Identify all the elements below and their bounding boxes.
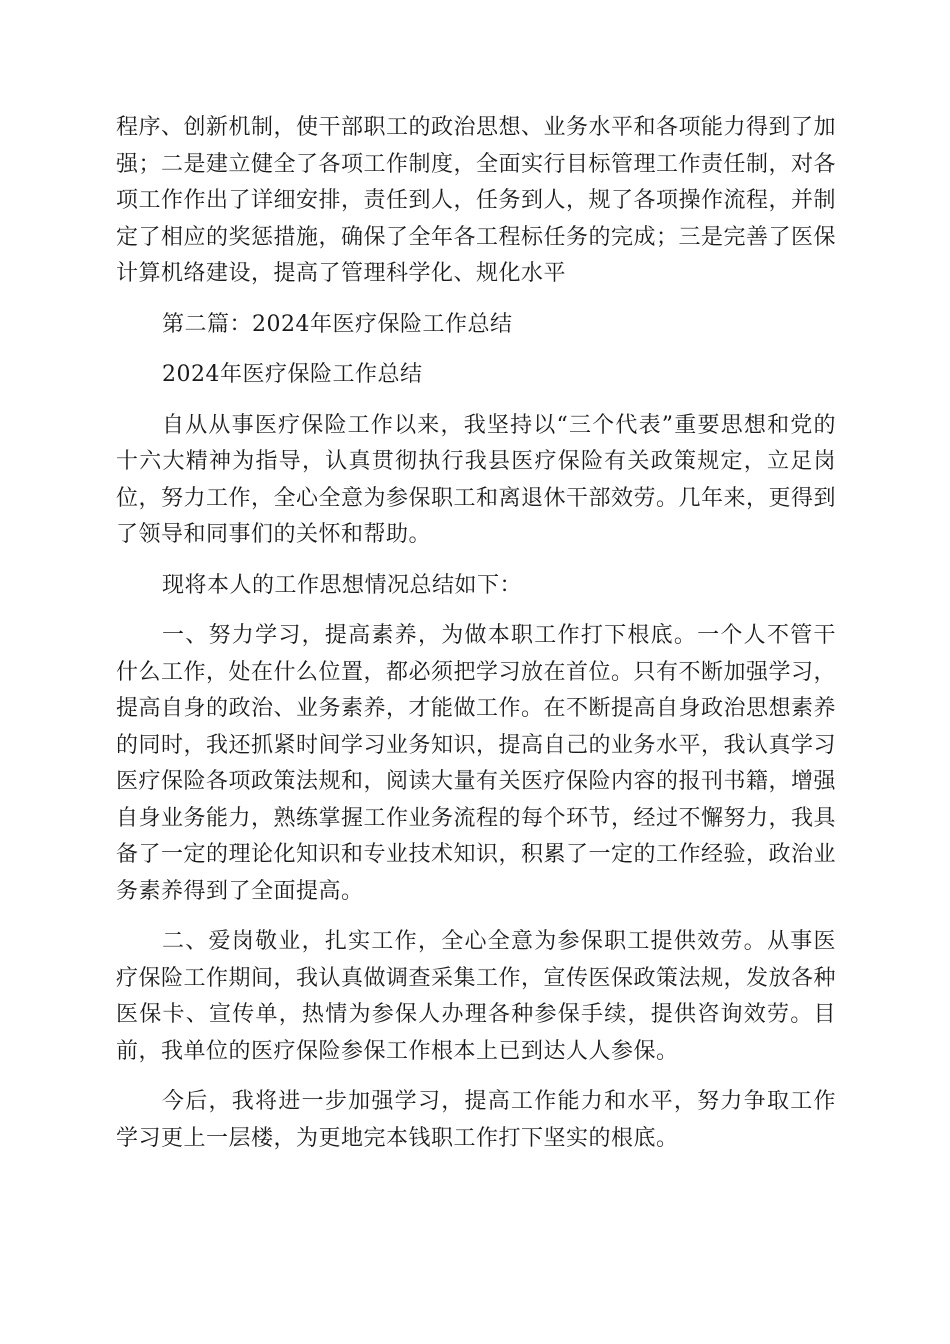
document-title: 2024年医疗保险工作总结	[162, 362, 423, 387]
paragraph-intro: 自从从事医疗保险工作以来，我坚持以“三个代表”重要思想和党的十六大精神为指导，认真贯彻执行我县医疗保险有关政策规定，立足岗位，努力工作，全心全意为参保职工和离退休干部效劳。几年来，更得到了领导和同事们的关怀和帮助。	[116, 412, 837, 547]
section-title: 第二篇：2024年医疗保险工作总结	[162, 311, 513, 337]
paragraph-point-two: 二、爱岗敬业，扎实工作，全心全意为参保职工提供效劳。从事医疗保险工作期间，我认真做调查采集工作，宣传医保政策法规，发放各种医保卡、宣传单，热情为参保人办理各种参保手续，提供咨询效劳。目前，我单位的医疗保险参保工作根本上已到达人人参保。	[116, 929, 837, 1064]
paragraph-summary-lead: 现将本人的工作思想情况总结如下：	[162, 572, 523, 598]
paragraph-point-one: 一、努力学习，提高素养，为做本职工作打下根底。一个人不管干什么工作，处在什么位置，都必须把学习放在首位。只有不断加强学习，提高自身的政治、业务素养，才能做工作。在不断提高自身政治思想素养的同时，我还抓紧时间学习业务知识，提高自己的业务水平，我认真学习医疗保险各项政策法规和，阅读大量有关医疗保险内容的报刊书籍，增强自身业务能力，熟练掌握工作业务流程的每个环节，经过不懈努力，我具备了一定的理论化知识和专业技术知识，积累了一定的工作经验，政治业务素养得到了全面提高。	[116, 623, 837, 904]
paragraph-conclusion: 今后，我将进一步加强学习，提高工作能力和水平，努力争取工作学习更上一层楼，为更地完本钱职工作打下坚实的根底。	[116, 1089, 836, 1151]
document-page	[116, 110, 836, 1157]
paragraph-continuation: 程序、创新机制，使干部职工的政治思想、业务水平和各项能力得到了加强；二是建立健全了各项工作制度，全面实行目标管理工作责任制，对各项工作作出了详细安排，责任到人，任务到人，规了各项操作流程，并制定了相应的奖惩措施，确保了全年各工程标任务的完成；三是完善了医保计算机络建设，提高了管理科学化、规化水平	[116, 115, 837, 286]
